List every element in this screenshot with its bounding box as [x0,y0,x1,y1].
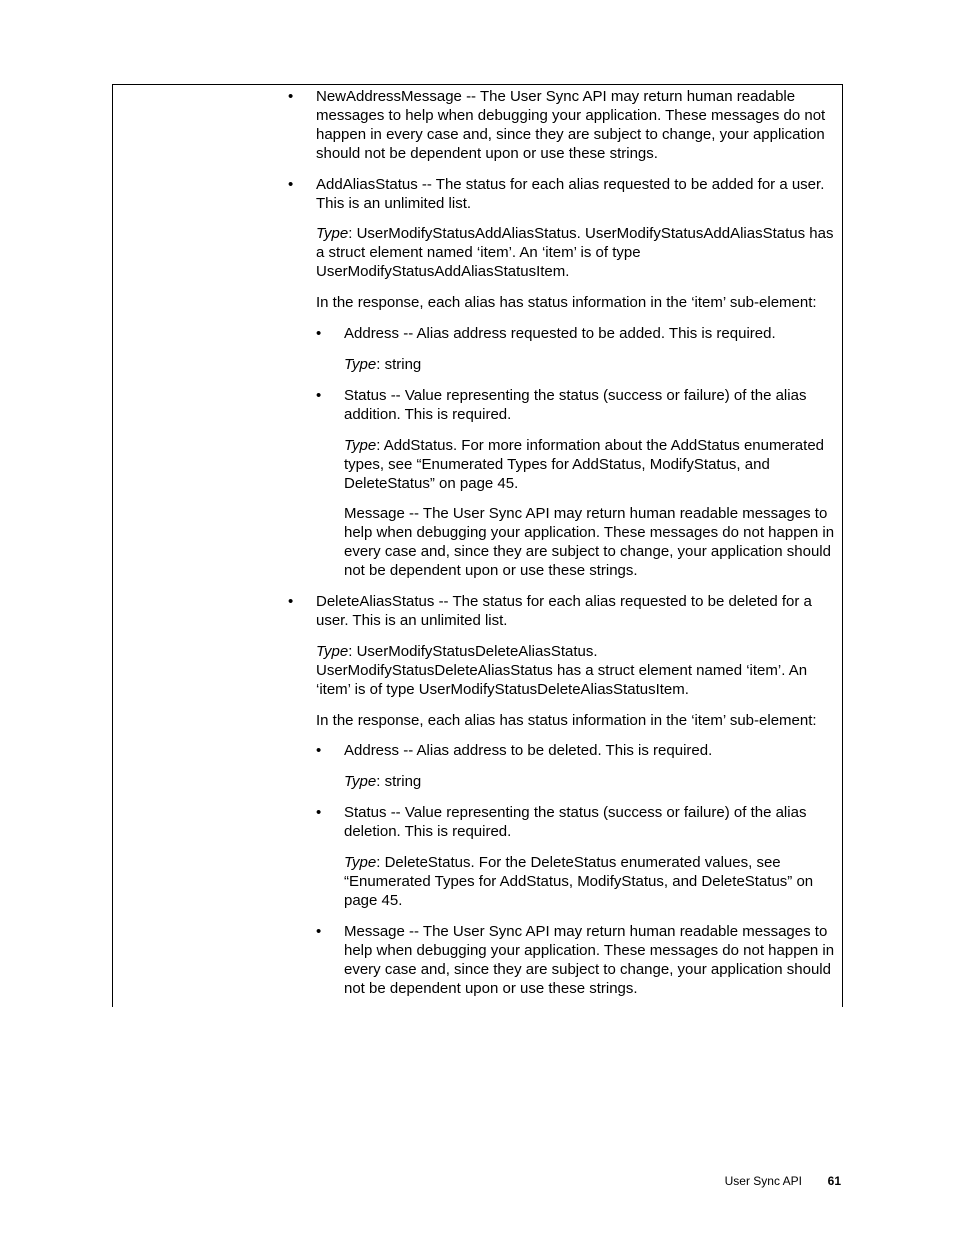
bullet-marker: • [288,88,294,105]
delete-alias-status-text: DeleteAliasStatus -- The status for each alias requested to be deleted for a user. This is an unlimited list. [316,593,812,629]
new-address-message-text: NewAddressMessage -- The User Sync API may return human readable messages to help when debugging your application. These messages do not happen in every case and, since they are subject to change, your application should not be dependent upon or use these strings. [316,88,826,162]
add-address-text: Address -- Alias address requested to be added. This is required. [344,325,776,343]
sub-list-item-add-status [316,386,836,425]
delete-alias-status-type-paragraph [316,643,836,700]
bullet-marker: • [316,742,322,760]
delete-status-text: Status -- Value representing the status (success or failure) of the alias deletion. This is required. [344,804,807,841]
bullet-marker: • [316,386,322,404]
sub-list-item-delete-address [316,742,836,761]
type-label: Type [316,225,349,243]
delete-alias-status-type-text: : UserModifyStatusDeleteAliasStatus. UserModifyStatusDeleteAliasStatus has a struct element named ‘item’. An ‘item’ is of type UserModifyStatusDeleteAliasStatusItem. [316,642,808,698]
add-address-type-paragraph [344,356,836,375]
type-label: Type [316,642,349,660]
add-address-type-text: : string [376,355,422,373]
delete-message-text: Message -- The User Sync API may return human readable messages to help when debugging your application. These messages do not happen in every case and, since they are subject to change, your application should not be dependent upon or use these strings. [344,922,835,997]
add-alias-status-text: AddAliasStatus -- The status for each alias requested to be added for a user. This is an unlimited list. [316,175,825,212]
add-alias-status-type-text: : UserModifyStatusAddAliasStatus. UserModifyStatusAddAliasStatus has a struct element named ‘item’. An ‘item’ is of type UserModifyStatusAddAliasStatusItem. [316,225,834,281]
sub-list-item-delete-message [316,922,836,999]
list-item-add-alias-status [288,175,836,214]
list-item-new-address-message [288,88,836,164]
delete-alias-status-response-text: In the response, each alias has status information in the ‘item’ sub-element: [316,711,817,729]
delete-status-type-paragraph [344,854,836,911]
add-alias-status-type-paragraph [316,225,836,282]
bullet-marker: • [316,804,322,822]
delete-address-type-paragraph [344,773,836,792]
bullet-marker: • [316,325,322,343]
add-status-type-text: : AddStatus. For more information about the AddStatus enumerated types, see “Enumerated Types for AddStatus, ModifyStatus, and DeleteStatus” on page 45. [344,436,825,492]
list-item-delete-alias-status [288,593,836,631]
sub-list-item-add-address [316,325,836,344]
sub-list-item-delete-status [316,804,836,842]
type-label: Type [344,436,377,454]
footer-title: User Sync API [724,1174,802,1188]
delete-address-text: Address -- Alias address to be deleted. This is required. [344,742,713,760]
page-number: 61 [827,1174,841,1188]
delete-address-type-text: : string [376,773,422,791]
type-label: Type [344,773,377,791]
bullet-marker: • [288,175,294,193]
type-label: Type [344,854,377,872]
add-status-type-paragraph [344,437,836,494]
bullet-marker: • [288,593,294,611]
document-body [288,88,836,998]
delete-status-type-text: : DeleteStatus. For the DeleteStatus enumerated values, see “Enumerated Types for AddStatus, ModifyStatus, and DeleteStatus” on page 45. [344,854,814,909]
add-status-text: Status -- Value representing the status (success or failure) of the alias addition. This is required. [344,386,807,423]
bullet-marker: • [316,922,322,940]
type-label: Type [344,355,377,373]
add-alias-status-response-text: In the response, each alias has status information in the ‘item’ sub-element: [316,294,817,312]
add-message-text: Message -- The User Sync API may return human readable messages to help when debugging your application. These messages do not happen in every case and, since they are subject to change, your application should not be dependent upon or use these strings. [344,505,835,580]
